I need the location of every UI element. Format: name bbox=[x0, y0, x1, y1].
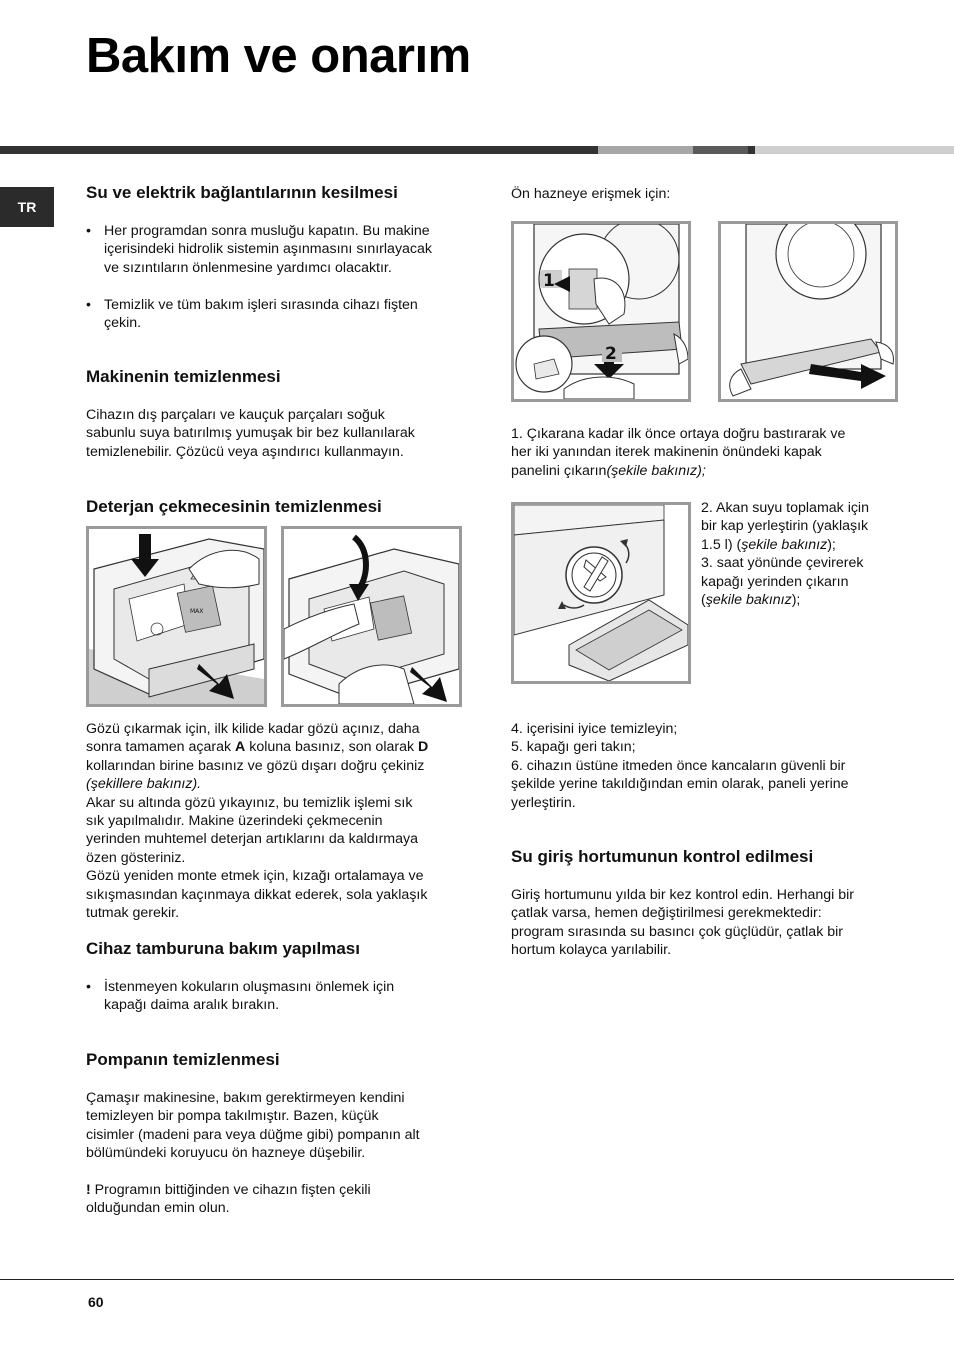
text-line: Gözü yeniden monte etmek için, kızağı ortalamaya ve bbox=[86, 868, 424, 885]
step-2-3-text bbox=[701, 499, 897, 609]
section-heading-drum-care: Cihaz tamburuna bakım yapılması bbox=[86, 939, 360, 958]
text-line bbox=[701, 591, 897, 609]
text-line: sabunlu suya batırılmış yumuşak bir bez kullanılarak bbox=[86, 425, 415, 442]
text-line bbox=[86, 738, 476, 756]
text-line: 5. kapağı geri takın; bbox=[511, 739, 636, 756]
section-heading-inlet-hose: Su giriş hortumunun kontrol edilmesi bbox=[511, 847, 814, 866]
text-line: Akar su altında gözü yıkayınız, bu temizlik işlemi sık bbox=[86, 794, 413, 811]
paragraph-pump-cleaning bbox=[86, 1089, 476, 1163]
lever-d-label: D bbox=[418, 739, 429, 756]
paragraph-machine-cleaning bbox=[86, 406, 476, 461]
page-title: Bakım ve onarım bbox=[86, 29, 471, 83]
header-bar-light bbox=[755, 146, 954, 154]
text-line: çatlak varsa, hemen değiştirilmesi gerekmektedir: bbox=[511, 905, 822, 922]
text-span: ); bbox=[827, 536, 836, 553]
text-line: çekin. bbox=[104, 315, 142, 332]
text-line: 2. Akan suyu toplamak için bbox=[701, 500, 869, 516]
page-number: 60 bbox=[88, 1294, 104, 1310]
max-label: MAX bbox=[190, 608, 204, 615]
pump-illustration bbox=[514, 505, 688, 681]
step-1-text bbox=[511, 425, 901, 480]
text-line: Giriş hortumunu yılda bir kez kontrol edin. Herhangi bir bbox=[511, 887, 855, 903]
text-span: sonra tamamen açarak bbox=[86, 739, 236, 756]
section-heading-disconnect: Su ve elektrik bağlantılarının kesilmesi bbox=[86, 183, 398, 202]
footer-divider bbox=[0, 1279, 954, 1280]
text-line: Çamaşır makinesine, bakım gerektirmeyen kendini bbox=[86, 1090, 405, 1106]
figure-reference: (şekile bakınız); bbox=[606, 462, 706, 479]
text-line bbox=[511, 462, 901, 480]
text-line: program sırasında su basıncı çok güçlüdür, çatlak bir bbox=[511, 923, 843, 940]
text-line: olduğundan emin olun. bbox=[86, 1200, 230, 1217]
text-line: Gözü çıkarmak için, ilk kilide kadar gözü açınız, daha bbox=[86, 721, 420, 737]
figure-reference: (şekillere bakınız). bbox=[86, 776, 202, 793]
intro-text: Ön hazneye erişmek için: bbox=[511, 186, 671, 202]
text-line: sıkışmasından kaçınmaya dikkat ederek, sola yaklaşık bbox=[86, 886, 428, 903]
bullet-dot: • bbox=[86, 223, 91, 239]
header-bar-dark2 bbox=[693, 146, 748, 154]
figure-drawer-pull bbox=[281, 526, 462, 707]
text-line: Cihazın dış parçaları ve kauçuk parçaları soğuk bbox=[86, 407, 385, 423]
text-span: Programın bittiğinden ve cihazın fişten çekili bbox=[90, 1182, 371, 1198]
text-line: İstenmeyen kokuların oluşmasını önlemek için bbox=[104, 979, 395, 995]
warning-note bbox=[86, 1181, 476, 1218]
language-tab: TR bbox=[0, 187, 54, 227]
text-line: yerleştirin. bbox=[511, 794, 576, 811]
text-line: 1. Çıkarana kadar ilk önce ortaya doğru bastırarak ve bbox=[511, 426, 846, 442]
figure-panel-push bbox=[511, 221, 691, 402]
step-label-1: 1 bbox=[543, 271, 555, 291]
paragraph-detergent-drawer bbox=[86, 720, 476, 922]
text-line: 3. saat yönünde çevirerek bbox=[701, 555, 864, 572]
section-heading-detergent-drawer: Deterjan çekmecesinin temizlenmesi bbox=[86, 497, 382, 516]
text-line: cisimler (madeni para veya düğme gibi) pompanın alt bbox=[86, 1126, 420, 1143]
header-bar-dark bbox=[0, 146, 598, 154]
text-line: hortum kolayca yarılabilir. bbox=[511, 942, 672, 959]
section-heading-pump-cleaning: Pompanın temizlenmesi bbox=[86, 1050, 280, 1069]
text-line: her iki yanından iterek makinenin önündeki kapak bbox=[511, 444, 822, 461]
text-span: 1.5 l) ( bbox=[701, 536, 742, 553]
panel-illustration-2 bbox=[721, 224, 895, 399]
paragraph-inlet-hose bbox=[511, 886, 901, 960]
steps-4-6-text bbox=[511, 720, 901, 812]
panel-illustration-1 bbox=[514, 224, 688, 399]
bullet-dot: • bbox=[86, 297, 91, 313]
text-line: bölümündeki koruyucu ön hazneye düşebilir. bbox=[86, 1145, 366, 1162]
text-span: ); bbox=[791, 592, 801, 609]
warning-mark: ! bbox=[86, 1182, 91, 1198]
text-line: tutmak gerekir. bbox=[86, 905, 180, 922]
text-line: sık yapılmalıdır. Makine üzerindeki çekmecenin bbox=[86, 813, 383, 830]
text-line bbox=[86, 1181, 476, 1199]
text-line: şekilde yerine takıldığından emin olarak, paneli yerine bbox=[511, 776, 849, 793]
text-line: temizlenebilir. Çözücü veya aşındırıcı kullanmayın. bbox=[86, 443, 404, 460]
step-label-2: 2 bbox=[605, 344, 617, 364]
text-line: içerisindeki hidrolik sistemin aşınmasını sınırlayacak bbox=[104, 241, 433, 258]
text-line: yerinden muhtemel deterjan artıklarını da kaldırmaya bbox=[86, 831, 418, 848]
text-span: koluna basınız, son olarak bbox=[245, 739, 419, 756]
text-line: kapağı yerinden çıkarın bbox=[701, 573, 849, 590]
text-line bbox=[86, 775, 476, 793]
figure-drawer-press bbox=[86, 526, 267, 707]
text-line: 4. içerisini iyice temizleyin; bbox=[511, 721, 678, 737]
text-line: özen gösteriniz. bbox=[86, 849, 186, 866]
section-heading-machine-cleaning: Makinenin temizlenmesi bbox=[86, 367, 281, 386]
text-span: panelini çıkarın bbox=[511, 462, 607, 479]
text-line: Temizlik ve tüm bakım işleri sırasında cihazı fişten bbox=[104, 297, 418, 313]
text-line: temizleyen bir pompa takılmıştır. Bazen, küçük bbox=[86, 1108, 379, 1125]
text-line: bir kap yerleştirin (yaklaşık bbox=[701, 518, 869, 535]
header-bar-mid bbox=[598, 146, 693, 154]
header-bar-accent bbox=[748, 146, 755, 154]
lever-a-label: A bbox=[235, 739, 246, 756]
figure-panel-pull bbox=[718, 221, 898, 402]
text-line: ve sızıntıların önlenmesine yardımcı olacaktır. bbox=[104, 259, 392, 276]
bullet-dot: • bbox=[86, 979, 91, 995]
figure-pump-cover bbox=[511, 502, 691, 684]
figure-reference: şekile bakınız bbox=[741, 536, 828, 553]
text-line: kollarından birine basınız ve gözü dışarı doğru çekiniz bbox=[86, 757, 425, 774]
text-line bbox=[701, 536, 897, 554]
text-line: kapağı daima aralık bırakın. bbox=[104, 997, 280, 1014]
drawer-illustration-1 bbox=[89, 529, 264, 704]
text-line: Her programdan sonra musluğu kapatın. Bu makine bbox=[104, 223, 430, 239]
drawer-illustration-2 bbox=[284, 529, 459, 704]
text-span: ( bbox=[701, 592, 706, 609]
text-line: 6. cihazın üstüne itmeden önce kancaların güvenli bir bbox=[511, 757, 846, 774]
figure-reference: şekile bakınız bbox=[705, 592, 792, 609]
